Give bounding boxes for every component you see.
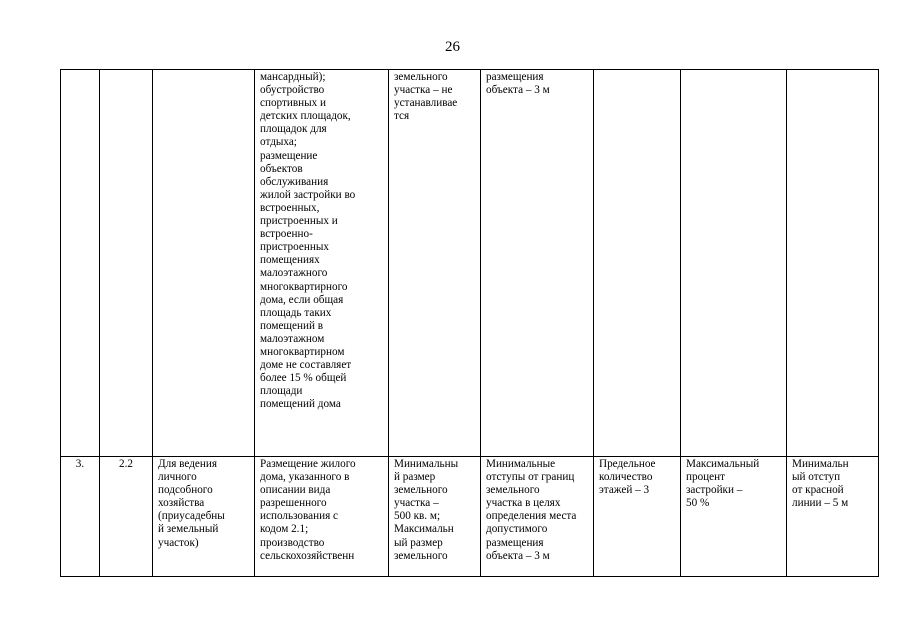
- cell-red-line-setback: Минимальн ый отступ от красной линии – 5 м: [787, 457, 879, 577]
- cell-code: [100, 70, 153, 457]
- cell-use-description: Размещение жилого дома, указанного в описании вида разрешенного использования с кодом 2.1; производство сельскохозяйственн: [255, 457, 389, 577]
- cell-plot-size: земельного участка – не устанавливае тся: [389, 70, 481, 457]
- cell-coverage: [681, 70, 787, 457]
- cell-red-line-setback: [787, 70, 879, 457]
- table-row: [61, 457, 879, 577]
- cell-number: [61, 70, 100, 457]
- page-number: 26: [445, 39, 460, 55]
- cell-code: 2.2: [100, 457, 153, 577]
- cell-setbacks: Минимальные отступы от границ земельного участка в целях определения места допустимого размещения объекта – 3 м: [481, 457, 594, 577]
- cell-use-type: Для ведения личного подсобного хозяйства (приусадебны й земельный участок): [153, 457, 255, 577]
- cell-coverage: Максимальный процент застройки – 50 %: [681, 457, 787, 577]
- cell-plot-size: Минимальны й размер земельного участка – 500 кв. м; Максимальн ый размер земельного: [389, 457, 481, 577]
- cell-use-type: [153, 70, 255, 457]
- table-row-continuation: [61, 70, 879, 457]
- cell-use-description: мансардный); обустройство спортивных и детских площадок, площадок для отдыха; размещение объектов обслуживания жилой застройки во встроенных, пристроенных и встроенно- пристроенных помещениях малоэтажного многоквартирного дома, если общая площадь таких помещений в малоэтажном многоквартирном доме не составляет более 15 % общей площади помещений дома: [255, 70, 389, 457]
- cell-floors: [594, 70, 681, 457]
- cell-number: 3.: [61, 457, 100, 577]
- cell-setbacks: размещения объекта – 3 м: [481, 70, 594, 457]
- cell-floors: Предельное количество этажей – 3: [594, 457, 681, 577]
- zoning-regulations-table: [60, 69, 879, 577]
